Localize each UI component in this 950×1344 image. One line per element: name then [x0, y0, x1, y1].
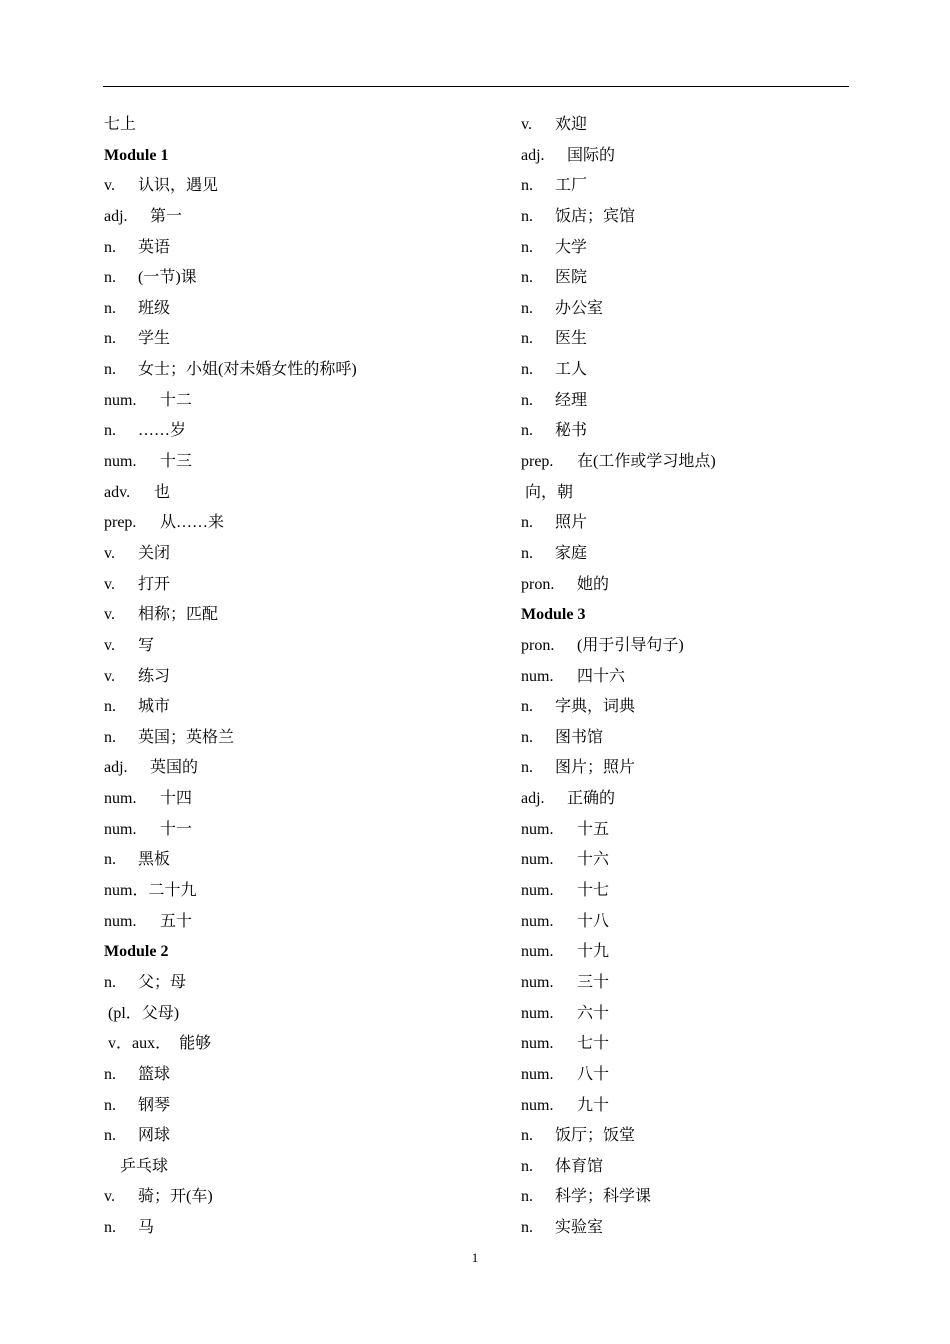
part-of-speech: n. [521, 1127, 533, 1145]
meaning: 英国的 [150, 759, 199, 777]
part-of-speech: n. [104, 698, 116, 716]
meaning: 班级 [138, 299, 171, 317]
module-heading: Module 1 [104, 146, 169, 164]
vocab-entry [104, 753, 357, 784]
vocab-entry [104, 570, 357, 601]
vocab-entry [104, 907, 357, 938]
vocab-entry [104, 968, 357, 999]
part-of-speech: n. [104, 973, 116, 991]
vocab-entry [104, 815, 357, 846]
vocab-entry [521, 1213, 716, 1244]
meaning: 四十六 [577, 667, 626, 685]
vocab-entry [521, 1091, 716, 1122]
vocab-entry [521, 233, 716, 264]
part-of-speech: num. [521, 973, 554, 991]
meaning: 国际的 [567, 146, 616, 164]
meaning: 六十 [577, 1004, 610, 1022]
vocab-entry [521, 1060, 716, 1091]
part-of-speech: num. [521, 943, 554, 961]
vocab-entry [521, 1152, 716, 1183]
vocab-entry [104, 1182, 357, 1213]
meaning: 英语 [138, 238, 171, 256]
meaning: 医生 [555, 330, 588, 348]
module-heading: Module 2 [104, 943, 169, 961]
vocab-entry [521, 202, 716, 233]
meaning: 练习 [138, 667, 171, 685]
part-of-speech: n. [521, 207, 533, 225]
part-of-speech: n. [521, 759, 533, 777]
part-of-speech: n. [521, 299, 533, 317]
vocab-entry [521, 999, 716, 1030]
meaning: 正确的 [567, 790, 616, 808]
meaning: 科学；科学课 [555, 1188, 652, 1206]
vocab-line: num．二十九 [104, 882, 197, 900]
vocab-entry [521, 753, 716, 784]
vocab-entry [104, 263, 357, 294]
meaning: 十三 [160, 453, 193, 471]
meaning: 工厂 [555, 177, 588, 195]
part-of-speech: num. [521, 1096, 554, 1114]
vocab-entry [104, 1060, 357, 1091]
part-of-speech: n. [104, 330, 116, 348]
part-of-speech: num. [521, 912, 554, 930]
vocab-entry [521, 539, 716, 570]
vocab-entry [521, 876, 716, 907]
part-of-speech: adj. [521, 790, 545, 808]
meaning: 工人 [555, 361, 588, 379]
vocab-entry [521, 508, 716, 539]
vocab-entry [104, 171, 357, 202]
page-number: 1 [471, 1250, 479, 1265]
vocab-entry [521, 907, 716, 938]
vocab-entry [521, 324, 716, 355]
meaning: 从……来 [160, 514, 225, 532]
vocab-entry [104, 508, 357, 539]
vocab-entry [104, 202, 357, 233]
part-of-speech: n. [104, 1096, 116, 1114]
vocab-entry [104, 294, 357, 325]
part-of-speech: num. [104, 453, 137, 471]
meaning: 十四 [160, 790, 193, 808]
meaning: 办公室 [555, 299, 604, 317]
meaning: (一节)课 [138, 269, 197, 287]
vocab-entry [521, 110, 716, 141]
vocab-entry [104, 478, 357, 509]
meaning: 马 [138, 1219, 155, 1237]
vocab-entry [104, 1121, 357, 1152]
meaning: 十一 [160, 820, 193, 838]
vocab-entry [521, 294, 716, 325]
part-of-speech: n. [521, 544, 533, 562]
meaning: 十七 [577, 882, 610, 900]
part-of-speech: v. [104, 177, 115, 195]
vocab-entry [104, 631, 357, 662]
part-of-speech: num. [104, 790, 137, 808]
vocab-entry [521, 416, 716, 447]
part-of-speech: n. [521, 361, 533, 379]
part-of-speech: n. [521, 1219, 533, 1237]
part-of-speech: v. [521, 116, 532, 133]
part-of-speech: num. [521, 851, 554, 869]
vocab-entry [521, 386, 716, 417]
meaning: 图书馆 [555, 728, 604, 746]
part-of-speech: num. [521, 1035, 554, 1053]
vocab-entry [104, 1091, 357, 1122]
meaning: 七十 [577, 1035, 610, 1053]
meaning: 十九 [577, 943, 610, 961]
vocab-entry [521, 447, 716, 478]
meaning: 大学 [555, 238, 588, 256]
meaning: 写 [138, 636, 155, 654]
vocab-entry [104, 600, 357, 631]
vocab-entry [521, 845, 716, 876]
part-of-speech: n. [104, 1127, 116, 1145]
meaning: 饭店；宾馆 [555, 207, 636, 225]
meaning: 图片；照片 [555, 759, 636, 777]
vocab-entry [104, 784, 357, 815]
meaning: 她的 [577, 575, 610, 593]
vocab-entry [521, 1121, 716, 1152]
vocab-entry [521, 692, 716, 723]
vocab-line: 乒乓球 [104, 1157, 169, 1175]
vocab-entry [104, 324, 357, 355]
meaning: 英国；英格兰 [138, 728, 235, 746]
part-of-speech: n. [104, 1065, 116, 1083]
meaning: 字典，词典 [555, 698, 636, 716]
vocab-entry [104, 447, 357, 478]
vocab-entry [104, 539, 357, 570]
vocab-entry [521, 723, 716, 754]
meaning: 体育馆 [555, 1157, 604, 1175]
vocab-entry [521, 141, 716, 172]
part-of-speech: num. [521, 882, 554, 900]
part-of-speech: num. [521, 820, 554, 838]
vocab-entry [104, 355, 357, 386]
meaning: ……岁 [138, 422, 187, 440]
part-of-speech: num. [104, 391, 137, 409]
part-of-speech: num. [521, 1065, 554, 1083]
vocab-entry [521, 570, 716, 601]
meaning: 篮球 [138, 1065, 171, 1083]
part-of-speech: n. [521, 422, 533, 440]
meaning: 学生 [138, 330, 171, 348]
part-of-speech: adv. [104, 483, 131, 501]
vocab-entry [104, 1213, 357, 1244]
vocab-entry [521, 1029, 716, 1060]
meaning: 秘书 [555, 422, 588, 440]
part-of-speech: num. [104, 820, 137, 838]
part-of-speech: n. [104, 422, 116, 440]
vocabulary-column-right [521, 110, 716, 1244]
part-of-speech: n. [521, 698, 533, 716]
part-of-speech: v. [104, 544, 115, 562]
part-of-speech: v. [104, 1188, 115, 1206]
part-of-speech: n. [104, 728, 116, 746]
meaning: 实验室 [555, 1219, 604, 1237]
part-of-speech: n. [104, 1219, 116, 1237]
vocab-entry [521, 784, 716, 815]
meaning: 经理 [555, 391, 588, 409]
part-of-speech: n. [521, 1157, 533, 1175]
vocab-entry [104, 845, 357, 876]
part-of-speech: n. [521, 330, 533, 348]
vocab-entry [521, 263, 716, 294]
part-of-speech: prep. [104, 514, 137, 532]
meaning: 关闭 [138, 544, 171, 562]
meaning: 也 [154, 483, 171, 501]
part-of-speech: v. [104, 606, 115, 624]
vocab-entry [521, 171, 716, 202]
meaning: (用于引导句子) [577, 636, 684, 654]
vocab-line: 向，朝 [521, 483, 574, 501]
meaning: 照片 [555, 514, 588, 532]
meaning: 钢琴 [138, 1096, 171, 1114]
meaning: 三十 [577, 973, 610, 991]
meaning: 医院 [555, 269, 588, 287]
part-of-speech: num. [104, 912, 137, 930]
vocab-entry [521, 937, 716, 968]
meaning: 十六 [577, 851, 610, 869]
meaning: 十五 [577, 820, 610, 838]
part-of-speech: n. [104, 238, 116, 256]
vocab-entry [104, 416, 357, 447]
part-of-speech: n. [521, 177, 533, 195]
part-of-speech: pron. [521, 636, 555, 654]
meaning: 父；母 [138, 973, 187, 991]
vocab-entry [104, 233, 357, 264]
vocab-line: 七上 [104, 116, 137, 133]
part-of-speech: n. [521, 514, 533, 532]
vocab-entry [521, 662, 716, 693]
part-of-speech: v. [104, 575, 115, 593]
part-of-speech: num. [521, 1004, 554, 1022]
part-of-speech: pron. [521, 575, 555, 593]
meaning: 在(工作或学习地点) [577, 453, 716, 471]
vocab-entry [104, 723, 357, 754]
module-heading: Module 3 [521, 606, 586, 624]
meaning: 城市 [138, 698, 171, 716]
part-of-speech: adj. [104, 759, 128, 777]
vocab-entry [521, 815, 716, 846]
meaning: 第一 [150, 207, 183, 225]
part-of-speech: num. [521, 667, 554, 685]
part-of-speech: v. [104, 636, 115, 654]
vocab-entry [104, 386, 357, 417]
meaning: 黑板 [138, 851, 171, 869]
meaning: 十二 [160, 391, 193, 409]
vocab-entry [521, 355, 716, 386]
part-of-speech: n. [104, 361, 116, 379]
part-of-speech: n. [521, 728, 533, 746]
meaning: 相称；匹配 [138, 606, 219, 624]
part-of-speech: n. [521, 391, 533, 409]
part-of-speech: n. [104, 851, 116, 869]
meaning: 网球 [138, 1127, 171, 1145]
meaning: 认识，遇见 [138, 177, 219, 195]
meaning: 家庭 [555, 544, 588, 562]
part-of-speech: prep. [521, 453, 554, 471]
part-of-speech: v. [104, 667, 115, 685]
meaning: 九十 [577, 1096, 610, 1114]
meaning: 打开 [138, 575, 171, 593]
vocab-entry [521, 631, 716, 662]
meaning: 欢迎 [555, 116, 588, 133]
vocab-line: (pl．父母) [104, 1004, 180, 1022]
vocab-line: v．aux． 能够 [104, 1035, 212, 1053]
vocab-entry [104, 692, 357, 723]
part-of-speech: n. [521, 1188, 533, 1206]
part-of-speech: n. [521, 238, 533, 256]
part-of-speech: n. [104, 299, 116, 317]
part-of-speech: n. [104, 269, 116, 287]
vocab-entry [521, 1182, 716, 1213]
vocab-entry [521, 968, 716, 999]
meaning: 女士；小姐(对未婚女性的称呼) [138, 361, 357, 379]
meaning: 十八 [577, 912, 610, 930]
header-rule [103, 86, 849, 87]
meaning: 八十 [577, 1065, 610, 1083]
part-of-speech: n. [521, 269, 533, 287]
vocabulary-column-left [104, 110, 357, 1244]
meaning: 骑；开(车) [138, 1188, 213, 1206]
part-of-speech: adj. [104, 207, 128, 225]
meaning: 五十 [160, 912, 193, 930]
part-of-speech: adj. [521, 146, 545, 164]
meaning: 饭厅；饭堂 [555, 1127, 636, 1145]
vocab-entry [104, 662, 357, 693]
